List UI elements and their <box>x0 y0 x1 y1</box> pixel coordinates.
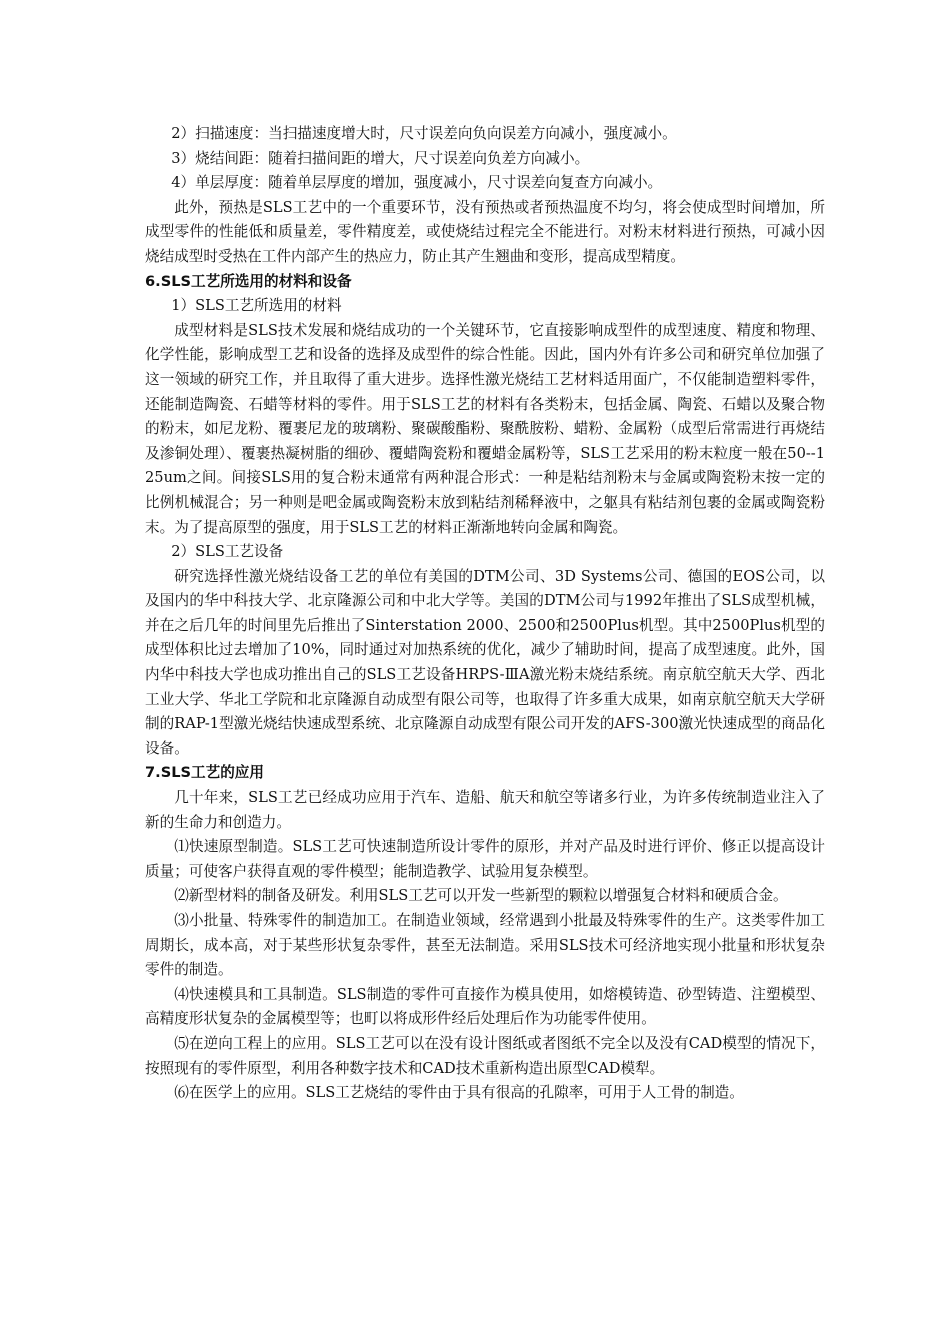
application-item: ⑸在逆向工程上的应用。SLS工艺可以在没有设计图纸或者图纸不完全以及没有CAD模型的情况下，按照现有的零件原型，利用各种数字技术和CAD技术重新构造出原型CAD模犁。 <box>145 1034 825 1077</box>
scan-speed-item: 2）扫描速度：当扫描速度增大时，尺寸误差向负向误差方向减小，强度减小。 <box>171 125 677 142</box>
materials-subheading: 1）SLS工艺所选用的材料 <box>171 297 342 315</box>
sinter-spacing-item: 3）烧结间距：随着扫描间距的增大，尺寸误差向负差方向减小。 <box>171 149 590 167</box>
application-item: ⑶小批量、特殊零件的制造加工。在制造业领域，经常遇到小批最及特殊零件的生产。这类零件加工周期长，成本高，对于某些形状复杂零件，甚至无法制造。采用SLS技术可经济地实现小批量和形状复杂零件的制造。 <box>145 912 825 979</box>
application-item: ⑹在医学上的应用。SLS工艺烧结的零件由于具有很高的孔隙率，可用于人工骨的制造。 <box>174 1084 744 1102</box>
document-page <box>145 122 825 1106</box>
application-item: ⑵新型材料的制备及研发。利用SLS工艺可以开发一些新型的颗粒以增强复合材料和硬质合金。 <box>174 887 788 905</box>
equipment-subheading: 2）SLS工艺设备 <box>171 543 284 561</box>
layer-thickness-item: 4）单层厚度：随着单层厚度的增加，强度减小，尺寸误差向复查方向减小。 <box>171 174 663 192</box>
applications-intro: 几十年来，SLS工艺已经成功应用于汽车、造船、航天和航空等诸多行业，为许多传统制造业注入了新的生命力和创造力。 <box>145 789 825 831</box>
equipment-paragraph: 研究选择性激光烧结设备工艺的单位有美国的DTM公司、3D Systems公司、德国的EOS公司，以及国内的华中科技大学、北京隆源公司和中北大学等。美国的DTM公司与1992年推出了SLS成型机械，并在之后几年的时间里先后推出了Sinterstation 2000、2500和2500Plus机型。其中2500Plus机型的成型体积比过去增加了10%，同时通过对加热系统的优化，减少了辅助时间，提高了成型速度。此外，国内华中科技大学也成功推出自己的SLS工艺设备HRPS-ⅢA激光粉末烧结系统。南京航空航天大学、西北工业大学、华北工学院和北京隆源自动成型有限公司等，也取得了许多重大成果，如南京航空航天大学研制的RAP-1型激光烧结快速成型系统、北京隆源自动成型有限公司开发的AFS-300激光快速成型的商品化设备。 <box>145 567 825 757</box>
section-6-heading: 6.SLS工艺所选用的材料和设备 <box>145 272 352 290</box>
materials-paragraph: 成型材料是SLS技术发展和烧结成功的一个关键环节，它直接影响成型件的成型速度、精度和物理、化学性能，影响成型工艺和设备的选择及成型件的综合性能。因此，国内外有许多公司和研究单位加强了这一领域的研究工作，并且取得了重大进步。选择性激光烧结工艺材料适用面广，不仅能制造塑料零件，还能制造陶瓷、石蜡等材料的零件。用于SLS工艺的材料有各类粉末，包括金属、陶瓷、石蜡以及聚合物的粉末，如尼龙粉、覆裹尼龙的玻璃粉、聚碳酸酯粉、聚酰胺粉、蜡粉、金属粉（成型后常需进行再烧结及渗铜处理）、覆裹热凝树脂的细砂、覆蜡陶瓷粉和覆蜡金属粉等，SLS工艺采用的粉末粒度一般在50--125um之间。间接SLS用的复合粉末通常有两种混合形式：一种是粘结剂粉末与金属或陶瓷粉末按一定的比例机械混合；另一种则是吧金属或陶瓷粉末放到粘结剂稀释液中，之躯具有粘结剂包裹的金属或陶瓷粉末。为了提高原型的强度，用于SLS工艺的材料正渐渐地转向金属和陶瓷。 <box>145 321 825 536</box>
application-item: ⑷快速模具和工具制造。SLS制造的零件可直接作为模具使用，如熔模铸造、砂型铸造、注塑模型、高精度形状复杂的金属模型等；也町以将成形件经后处理后作为功能零件使用。 <box>145 985 825 1028</box>
preheat-paragraph: 此外，预热是SLS工艺中的一个重要环节，没有预热或者预热温度不均匀，将会使成型时间增加，所成型零件的性能低和质量差，零件精度差，或使烧结过程完全不能进行。对粉末材料进行预热，可减小因烧结成型时受热在工件内部产生的热应力，防止其产生翘曲和变形，提高成型精度。 <box>145 198 825 265</box>
section-7-heading: 7.SLS工艺的应用 <box>145 764 264 782</box>
application-item: ⑴快速原型制造。SLS工艺可快速制造所设计零件的原形，并对产品及时进行评价、修正以提高设计质量；可使客户获得直观的零件模型；能制造教学、试验用复杂模型。 <box>145 838 825 880</box>
